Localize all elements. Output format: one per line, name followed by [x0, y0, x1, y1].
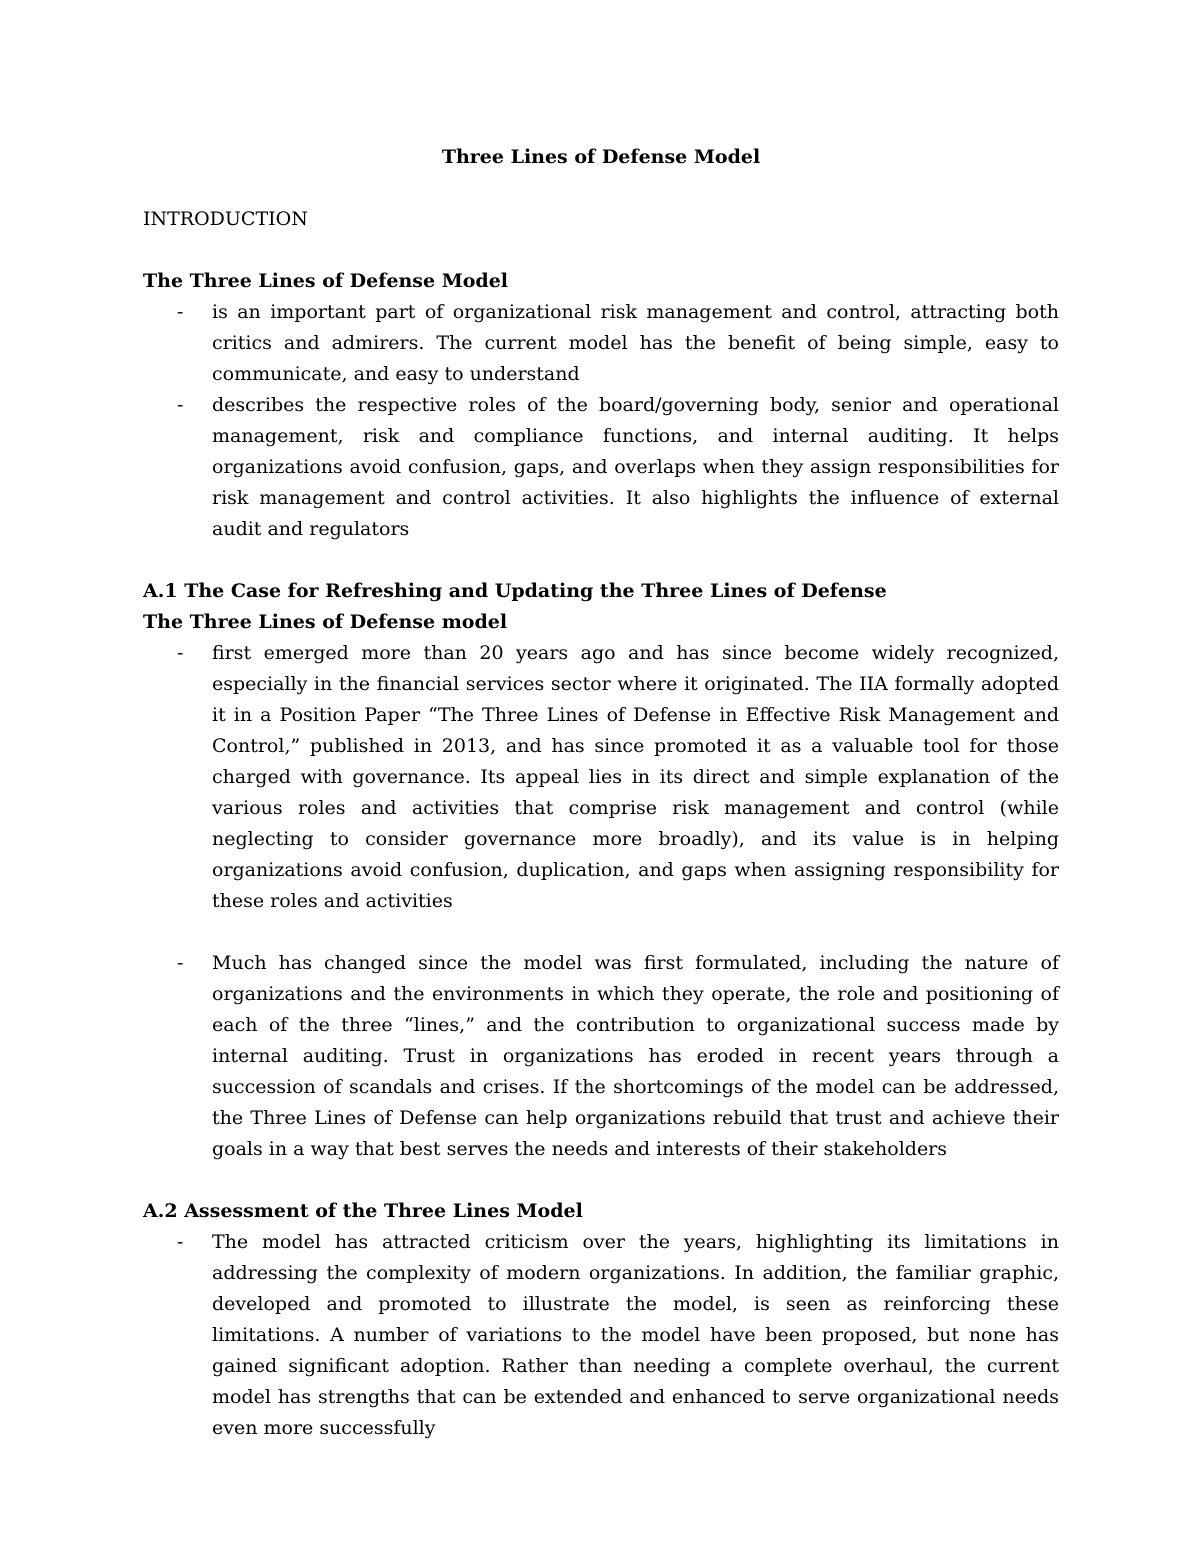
- section-heading: A.1 The Case for Refreshing and Updating the Three Lines of Defense: [143, 580, 887, 602]
- list-item-text: first emerged more than 20 years ago and has since become widely recognized, especially in the financial services sector where it originated. The IIA formally adopted it in a Position Paper “The Three Lines of Defense in Effective Risk Management and Control,” published in 2013, and has since promoted it as a valuable tool for those charged with governance. Its appeal lies in its direct and simple explanation of the various roles and activities that comprise risk management and control (while neglecting to consider governance more broadly), and its value is in helping organizations avoid confusion, duplication, and gaps when assigning responsibility for these roles and activities: [212, 642, 1059, 912]
- introduction-heading: INTRODUCTION: [143, 208, 308, 230]
- section-subheading: The Three Lines of Defense model: [143, 611, 508, 633]
- document-body: [143, 142, 1059, 1444]
- dash-marker: -: [177, 1231, 184, 1253]
- list-item: [143, 638, 1059, 917]
- section-a2: [143, 1196, 1059, 1444]
- bullet-list: [143, 638, 1059, 1165]
- document-title: Three Lines of Defense Model: [441, 146, 761, 168]
- list-item-text: The model has attracted criticism over the years, highlighting its limitations in addressing the complexity of modern organizations. In addition, the familiar graphic, developed and promoted to illustrate the model, is seen as reinforcing these limitations. A number of variations to the model have been proposed, but none has gained significant adoption. Rather than needing a complete overhaul, the current model has strengths that can be extended and enhanced to serve organizational needs even more successfully: [212, 1231, 1059, 1439]
- section-heading: A.2 Assessment of the Three Lines Model: [143, 1200, 583, 1222]
- list-item: [143, 390, 1059, 545]
- list-item: [143, 948, 1059, 1165]
- list-item: [143, 297, 1059, 390]
- dash-marker: -: [177, 394, 184, 416]
- dash-marker: -: [177, 952, 184, 974]
- list-item-text: is an important part of organizational risk management and control, attracting both critics and admirers. The current model has the benefit of being simple, easy to communicate, and easy to understand: [212, 301, 1059, 385]
- list-item: [143, 1227, 1059, 1444]
- bullet-list: [143, 297, 1059, 545]
- dash-marker: -: [177, 301, 184, 323]
- list-item-text: describes the respective roles of the board/governing body, senior and operational management, risk and compliance functions, and internal auditing. It helps organizations avoid confusion, gaps, and overlaps when they assign responsibilities for risk management and control activities. It also highlights the influence of external audit and regulators: [212, 394, 1059, 540]
- section-heading: The Three Lines of Defense Model: [143, 270, 508, 292]
- dash-marker: -: [177, 642, 184, 664]
- bullet-list: [143, 1227, 1059, 1444]
- list-item-text: Much has changed since the model was first formulated, including the nature of organizations and the environments in which they operate, the role and positioning of each of the three “lines,” and the contribution to organizational success made by internal auditing. Trust in organizations has eroded in recent years through a succession of scandals and crises. If the shortcomings of the model can be addressed, the Three Lines of Defense can help organizations rebuild that trust and achieve their goals in a way that best serves the needs and interests of their stakeholders: [212, 952, 1059, 1160]
- section-a1: [143, 576, 1059, 1165]
- section-three-lines-model: [143, 266, 1059, 545]
